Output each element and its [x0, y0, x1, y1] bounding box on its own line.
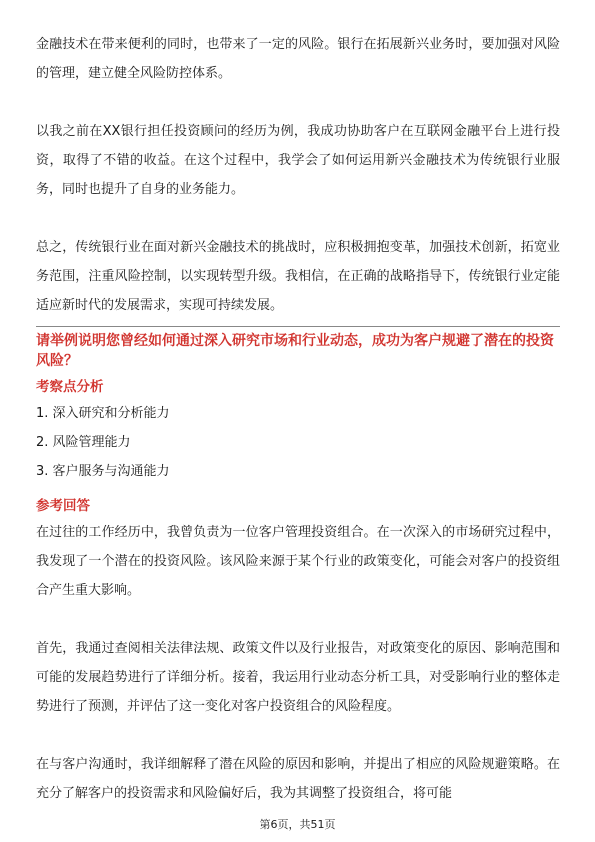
- intro-paragraph-2: 以我之前在XX银行担任投资顾问的经历为例，我成功协助客户在互联网金融平台上进行投资，取得了不错的收益。在这个过程中，我学会了如何运用新兴金融技术为传统银行业服务，同时也提升了自身的业务能力。: [36, 124, 560, 197]
- page-number-footer: 第6页，共51页: [259, 818, 336, 831]
- question-heading: 请举例说明您曾经如何通过深入研究市场和行业动态，成功为客户规避了潜在的投资风险？: [36, 333, 554, 369]
- intro-paragraph-3: 总之，传统银行业在面对新兴金融技术的挑战时，应积极拥抱变革，加强技术创新，拓宽业务范围，注重风险控制，以实现转型升级。我相信，在正确的战略指导下，传统银行业定能适应新时代的发展需求，实现可持续发展。: [36, 240, 560, 313]
- answer-paragraph-3: 在与客户沟通时，我详细解释了潜在风险的原因和影响，并提出了相应的风险规避策略。在充分了解客户的投资需求和风险偏好后，我为其调整了投资组合，将可能: [36, 757, 560, 801]
- answer-title: 参考回答: [36, 498, 90, 514]
- section-divider: [36, 326, 560, 327]
- analysis-point-2: 2. 风险管理能力: [36, 435, 131, 450]
- answer-paragraph-1: 在过往的工作经历中，我曾负责为一位客户管理投资组合。在一次深入的市场研究过程中，我发现了一个潜在的投资风险。该风险来源于某个行业的政策变化，可能会对客户的投资组合产生重大影响。: [36, 525, 560, 598]
- answer-paragraph-2: 首先，我通过查阅相关法律法规、政策文件以及行业报告，对政策变化的原因、影响范围和可能的发展趋势进行了详细分析。接着，我运用行业动态分析工具，对受影响行业的整体走势进行了预测，并评估了这一变化对客户投资组合的风险程度。: [36, 641, 560, 714]
- analysis-point-3: 3. 客户服务与沟通能力: [36, 464, 170, 479]
- intro-paragraph-1: 金融技术在带来便利的同时，也带来了一定的风险。银行在拓展新兴业务时，要加强对风险的管理，建立健全风险防控体系。: [36, 37, 560, 81]
- analysis-title: 考察点分析: [36, 379, 104, 395]
- analysis-point-1: 1. 深入研究和分析能力: [36, 406, 170, 421]
- page-content: [36, 30, 560, 808]
